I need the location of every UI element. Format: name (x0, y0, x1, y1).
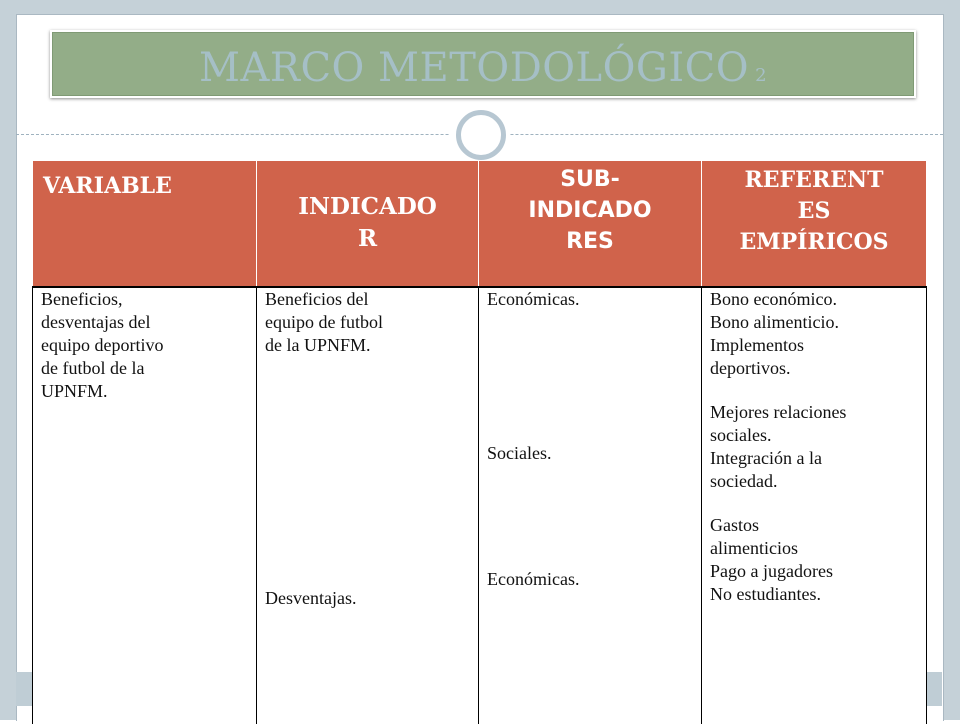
header-indicador (257, 161, 479, 287)
referente-line: Integración a la (710, 447, 822, 468)
table-row (33, 287, 927, 724)
indicador-beneficios-line-2: equipo de futbol (265, 311, 383, 332)
subindicador-economicas-2: Económicas. (487, 568, 580, 589)
spacer (487, 465, 693, 568)
variable-line-5: UPNFM. (41, 380, 108, 401)
header-subindicadores (479, 161, 702, 287)
slide-title (52, 32, 914, 96)
spacer (265, 357, 470, 587)
referente-line: Pago a jugadores (710, 560, 833, 581)
referente-line: Bono económico. (710, 288, 837, 309)
indicador-desventajas: Desventajas. (265, 587, 357, 608)
variable-line-4: de futbol de la (41, 357, 145, 378)
table-header-row (33, 161, 927, 287)
slide-title-text: MARCO METODOLÓGICO (198, 45, 750, 91)
spacer (710, 380, 918, 401)
cell-indicadores (257, 287, 479, 724)
cell-subindicadores (479, 287, 702, 724)
header-subindicadores-line-3: RES (566, 228, 614, 254)
circle-ring-icon (456, 110, 506, 160)
header-subindicadores-line-1: SUB- (560, 167, 620, 192)
referente-line: Bono alimenticio. (710, 311, 839, 332)
cell-variable (33, 287, 257, 724)
methodology-table (32, 160, 927, 724)
header-referentes-line-3: EMPÍRICOS (739, 228, 889, 255)
referente-line: alimenticios (710, 537, 798, 558)
slide-title-suffix: 2 (755, 65, 768, 86)
header-referentes-line-2: ES (797, 197, 831, 224)
header-referentes-line-1: REFERENT (744, 167, 884, 193)
variable-line-1: Beneficios, (41, 288, 123, 309)
referente-line: No estudiantes. (710, 583, 821, 604)
cell-referentes (702, 287, 927, 724)
spacer (710, 493, 918, 514)
header-variable-text: VARIABLE (43, 173, 172, 199)
referente-line: sociales. (710, 424, 772, 445)
title-bar (50, 30, 916, 98)
header-indicador-line-1: INDICADO (298, 193, 437, 221)
subindicador-economicas-1: Económicas. (487, 288, 580, 309)
referente-line: deportivos. (710, 357, 791, 378)
header-referentes (702, 161, 927, 287)
indicador-beneficios-line-1: Beneficios del (265, 288, 369, 309)
spacer (487, 311, 693, 442)
referente-line: sociedad. (710, 470, 778, 491)
header-indicador-line-2: R (357, 225, 378, 253)
variable-line-3: equipo deportivo (41, 334, 164, 355)
referente-line: Mejores relaciones (710, 401, 847, 422)
referente-line: Gastos (710, 514, 759, 535)
subindicador-sociales: Sociales. (487, 442, 552, 463)
variable-line-2: desventajas del (41, 311, 151, 332)
header-variable (33, 161, 257, 287)
referente-line: Implementos (710, 334, 804, 355)
header-subindicadores-line-2: INDICADO (528, 197, 652, 223)
indicador-beneficios-line-3: de la UPNFM. (265, 334, 371, 355)
